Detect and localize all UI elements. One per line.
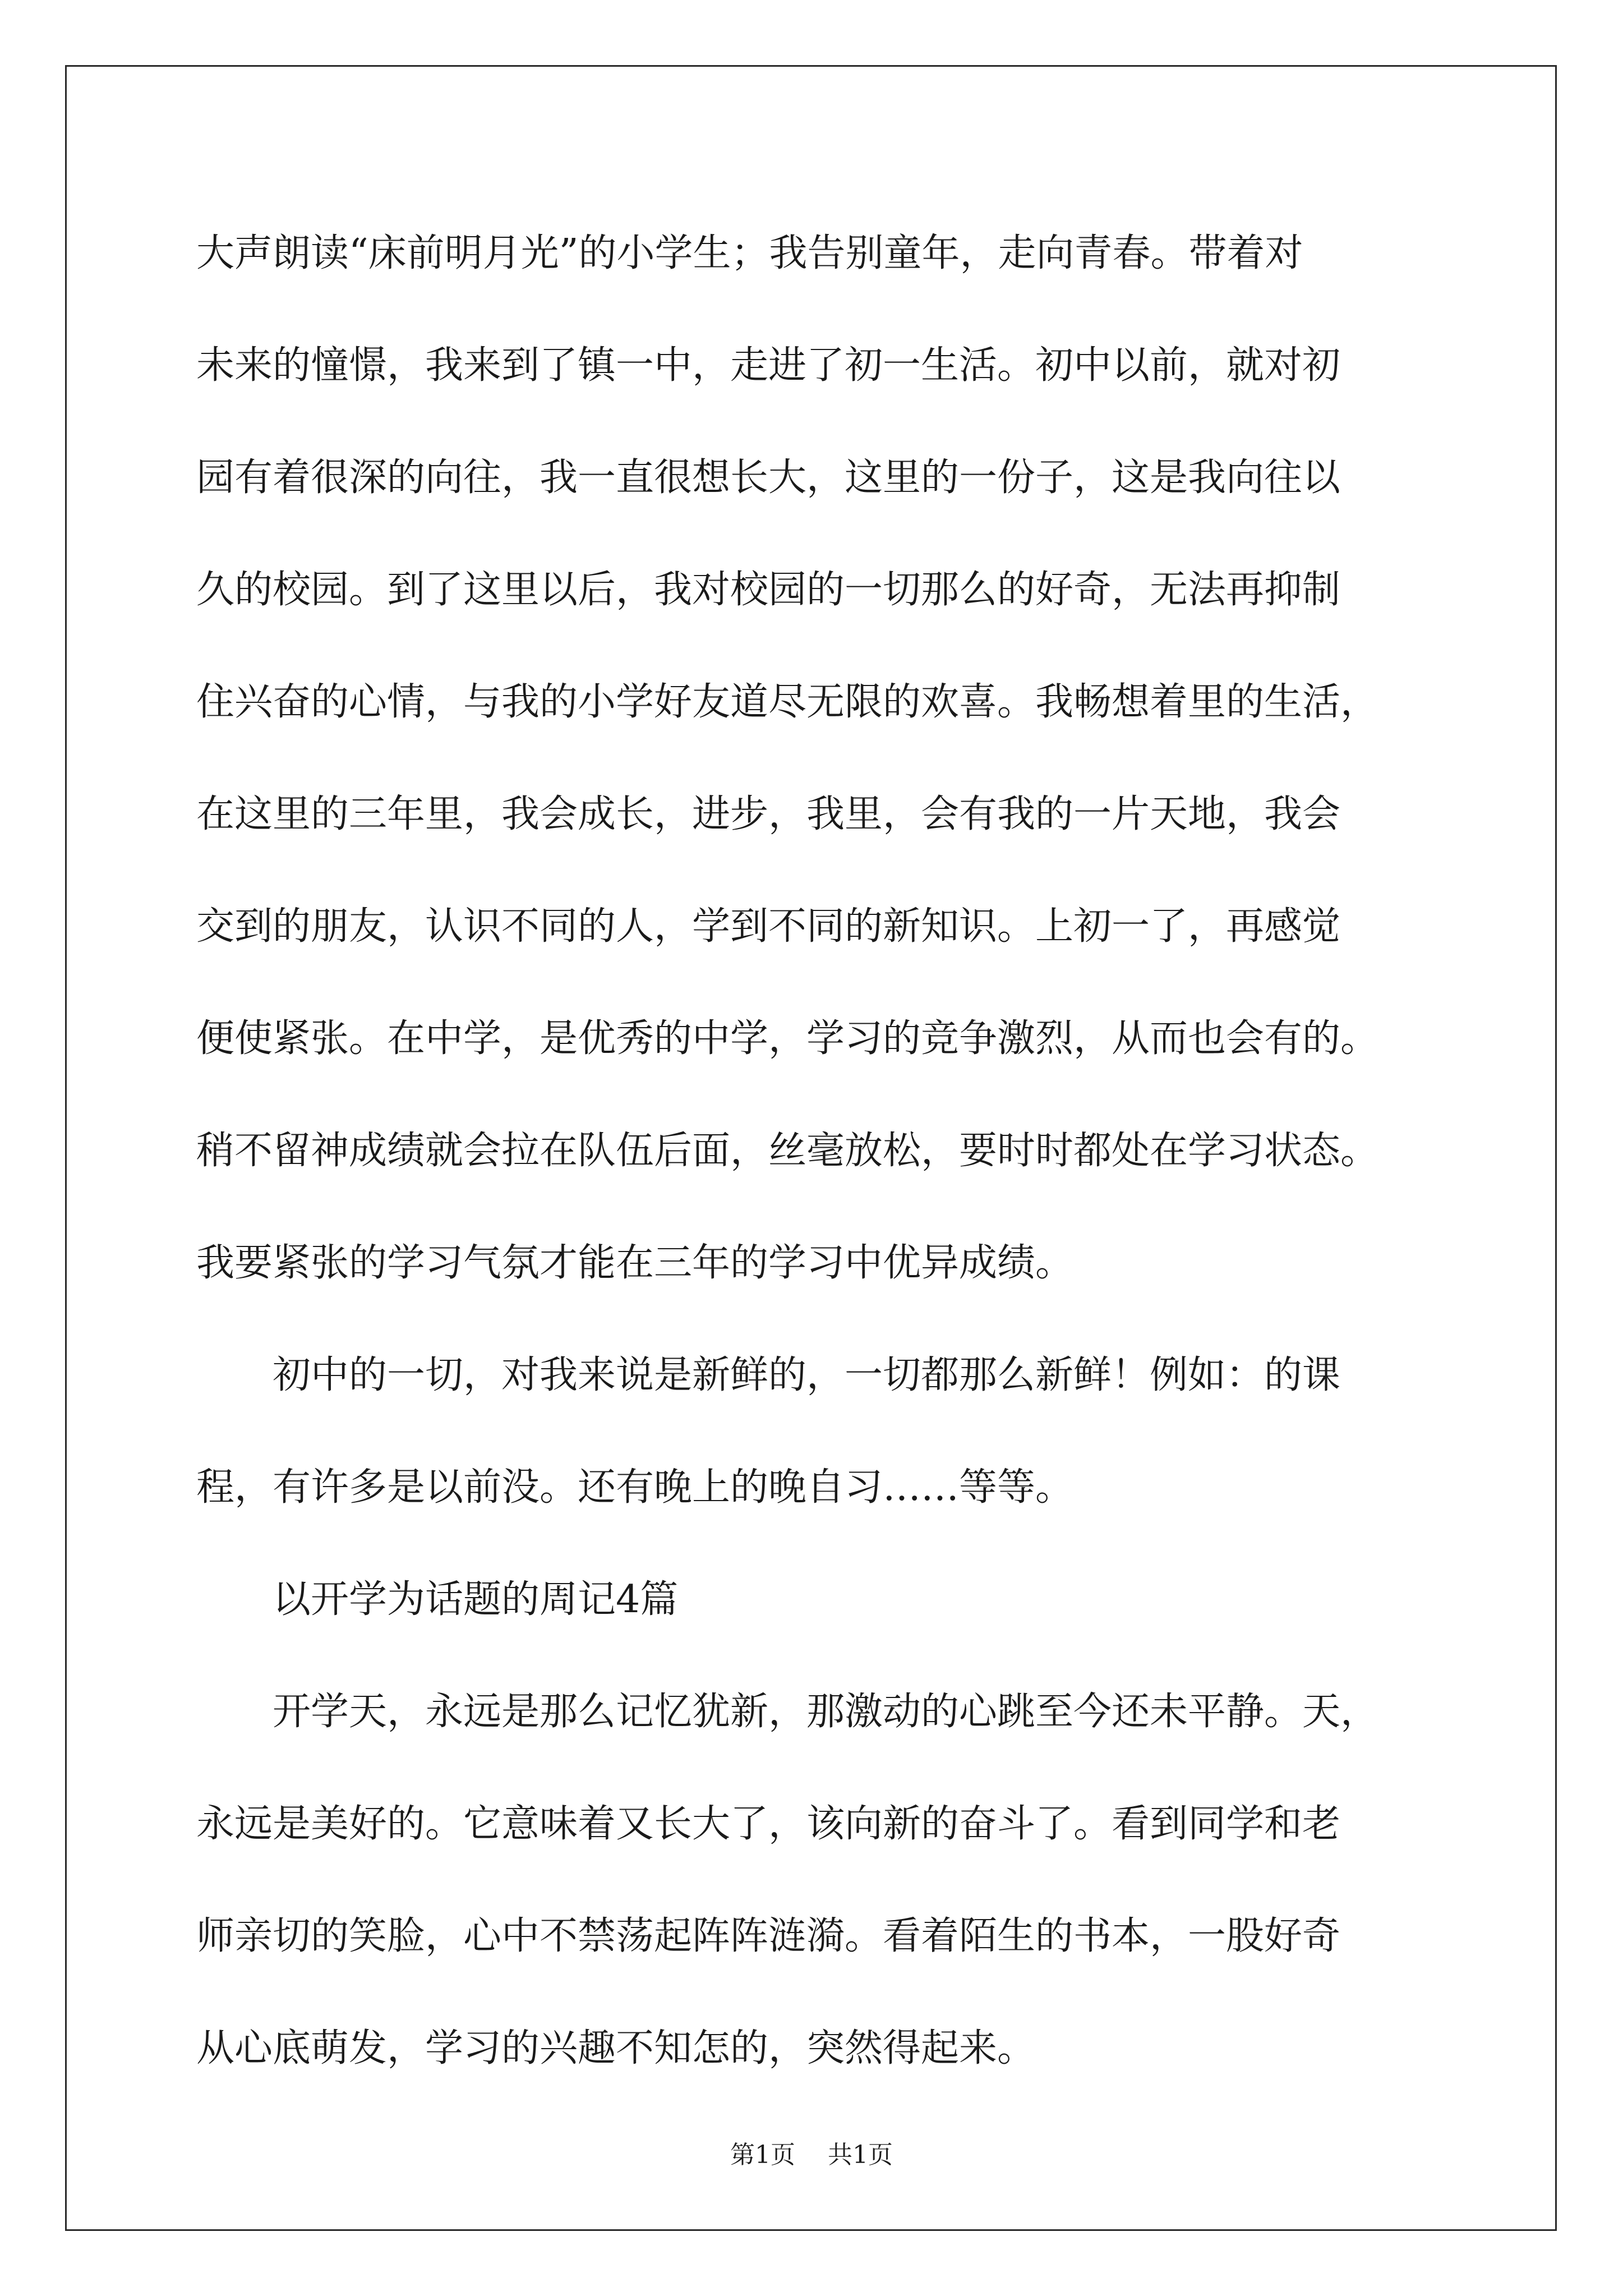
text-line: 开学天，永远是那么记忆犹新，那激动的心跳至今还未平静。天， [196,1690,1379,1734]
text-line: 住兴奋的心情，与我的小学好友道尽无限的欢喜。我畅想着里的生活， [196,680,1379,724]
page-footer [0,2134,1623,2170]
text-line: 程，有许多是以前没。还有晚上的晚自习……等等。 [196,1465,1074,1510]
text-line: 我要紧张的学习气氛才能在三年的学习中优异成绩。 [196,1241,1074,1285]
text-line: 园有着很深的向往，我一直很想长大，这里的一份子，这是我向往以 [196,455,1341,500]
text-line: 从心底萌发，学习的兴趣不知怎的，突然得起来。 [196,2026,1036,2070]
text-line: 大声朗读“床前明月光”的小学生；我告别童年，走向青春。带着对 [196,231,1303,275]
text-line: 交到的朋友，认识不同的人，学到不同的新知识。上初一了，再感觉 [196,904,1341,949]
text-line: 师亲切的笑脸，心中不禁荡起阵阵涟漪。看着陌生的书本，一股好奇 [196,1914,1341,1958]
page-number: 第1页 [730,2141,795,2169]
text-line: 未来的憧憬，我来到了镇一中，走进了初一生活。初中以前，就对初 [196,343,1341,388]
text-line: 便使紧张。在中学，是优秀的中学，学习的竞争激烈，从而也会有的。 [196,1016,1379,1061]
text-line: 稍不留神成绩就会拉在队伍后面，丝毫放松，要时时都处在学习状态。 [196,1129,1379,1173]
text-line: 在这里的三年里，我会成长，进步，我里，会有我的一片天地，我会 [196,792,1341,836]
document-body [196,197,1486,2105]
page-total: 共1页 [828,2141,893,2169]
section-heading: 以开学为话题的周记4篇 [196,1577,679,1622]
text-line: 永远是美好的。它意味着又长大了，该向新的奋斗了。看到同学和老 [196,1802,1341,1846]
text-line: 初中的一切，对我来说是新鲜的，一切都那么新鲜！例如：的课 [196,1353,1341,1397]
text-line: 久的校园。到了这里以后，我对校园的一切那么的好奇，无法再抑制 [196,568,1341,612]
